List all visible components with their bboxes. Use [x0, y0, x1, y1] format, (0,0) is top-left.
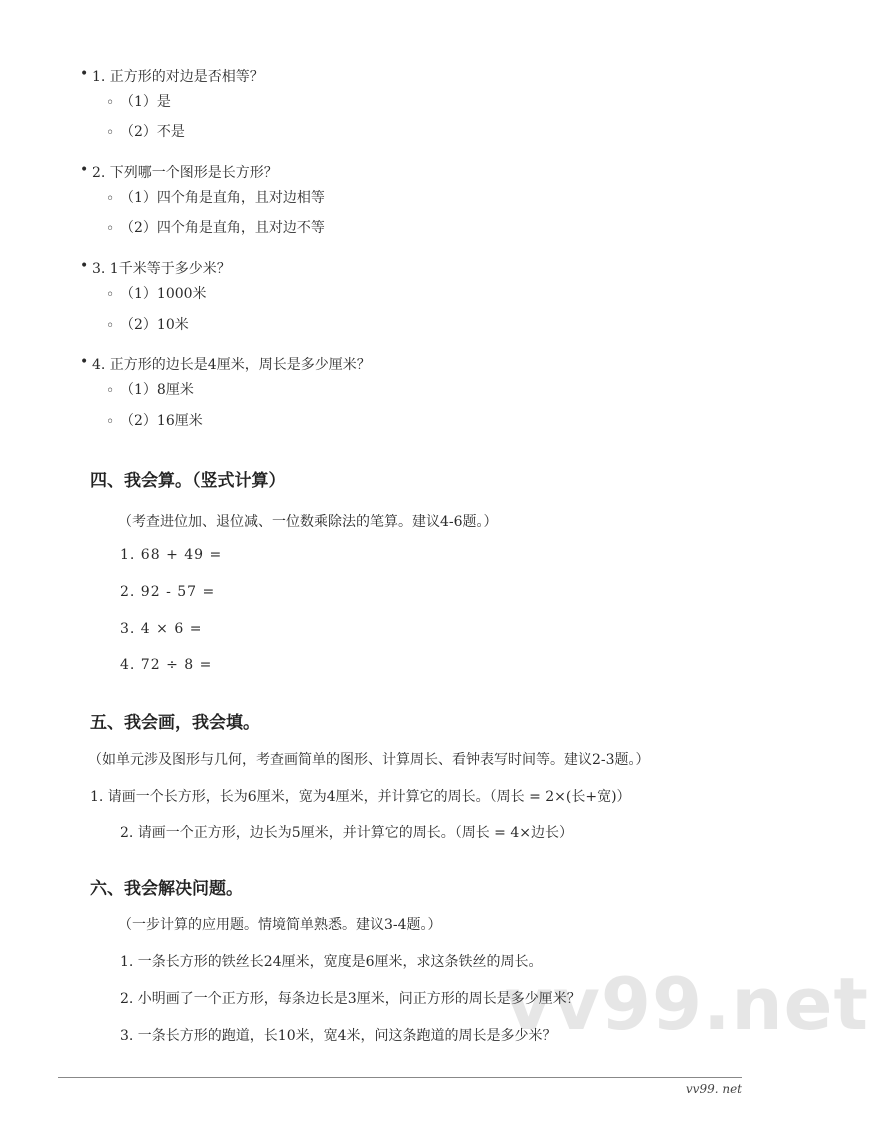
- watermark: vv99.net: [505, 962, 869, 1046]
- question-3-option-2: （2）10米: [120, 317, 189, 333]
- question-bullet: •: [80, 354, 89, 370]
- question-bullet: •: [80, 162, 89, 178]
- option-bullet: ◦: [106, 318, 115, 334]
- footer-divider: [58, 1077, 742, 1078]
- question-2-option-1: （1）四个角是直角，且对边相等: [120, 190, 325, 206]
- section-5-item-1: 1. 请画一个长方形，长为6厘米，宽为4厘米，并计算它的周长。（周长 = 2×(长+宽)）: [90, 789, 631, 805]
- section-4-item-1: 1. 68 + 49 =: [120, 547, 223, 563]
- section-5-item-2: 2. 请画一个正方形，边长为5厘米，并计算它的周长。（周长 = 4×边长）: [120, 825, 573, 841]
- section-5-heading: 五、我会画，我会填。: [90, 713, 260, 733]
- section-6-heading: 六、我会解决问题。: [90, 879, 243, 899]
- option-bullet: ◦: [106, 221, 115, 237]
- section-4-note: （考查进位加、退位减、一位数乘除法的笔算。建议4-6题。）: [118, 514, 498, 530]
- question-2-option-2: （2）四个角是直角，且对边不等: [120, 220, 325, 236]
- section-4-item-3: 3. 4 × 6 =: [120, 621, 203, 637]
- question-1-option-2: （2）不是: [120, 124, 185, 140]
- section-5-note: （如单元涉及图形与几何，考查画简单的图形、计算周长、看钟表写时间等。建议2-3题。）: [88, 752, 650, 768]
- question-1-option-1: （1）是: [120, 94, 171, 110]
- question-4-option-1: （1）8厘米: [120, 382, 194, 398]
- option-bullet: ◦: [106, 191, 115, 207]
- question-3-option-1: （1）1000米: [120, 286, 207, 302]
- question-4: 4. 正方形的边长是4厘米，周长是多少厘米？: [92, 357, 371, 373]
- option-bullet: ◦: [106, 125, 115, 141]
- section-6-item-3: 3. 一条长方形的跑道，长10米，宽4米，问这条跑道的周长是多少米？: [120, 1028, 557, 1044]
- section-6-item-1: 1. 一条长方形的铁丝长24厘米，宽度是6厘米，求这条铁丝的周长。: [120, 954, 543, 970]
- section-4-item-2: 2. 92 - 57 =: [120, 584, 216, 600]
- question-1: 1. 正方形的对边是否相等？: [92, 69, 264, 85]
- question-bullet: •: [80, 258, 89, 274]
- option-bullet: ◦: [106, 383, 115, 399]
- option-bullet: ◦: [106, 95, 115, 111]
- option-bullet: ◦: [106, 287, 115, 303]
- section-6-note: （一步计算的应用题。情境简单熟悉。建议3-4题。）: [118, 917, 442, 933]
- section-6-item-2: 2. 小明画了一个正方形，每条边长是3厘米，问正方形的周长是多少厘米？: [120, 991, 581, 1007]
- footer-site: vv99. net: [685, 1082, 742, 1096]
- question-bullet: •: [80, 66, 89, 82]
- section-4-heading: 四、我会算。（竖式计算）: [90, 471, 286, 491]
- option-bullet: ◦: [106, 414, 115, 430]
- question-3: 3. 1千米等于多少米？: [92, 261, 231, 277]
- question-4-option-2: （2）16厘米: [120, 413, 203, 429]
- section-4-item-4: 4. 72 ÷ 8 =: [120, 657, 213, 673]
- question-2: 2. 下列哪一个图形是长方形？: [92, 165, 278, 181]
